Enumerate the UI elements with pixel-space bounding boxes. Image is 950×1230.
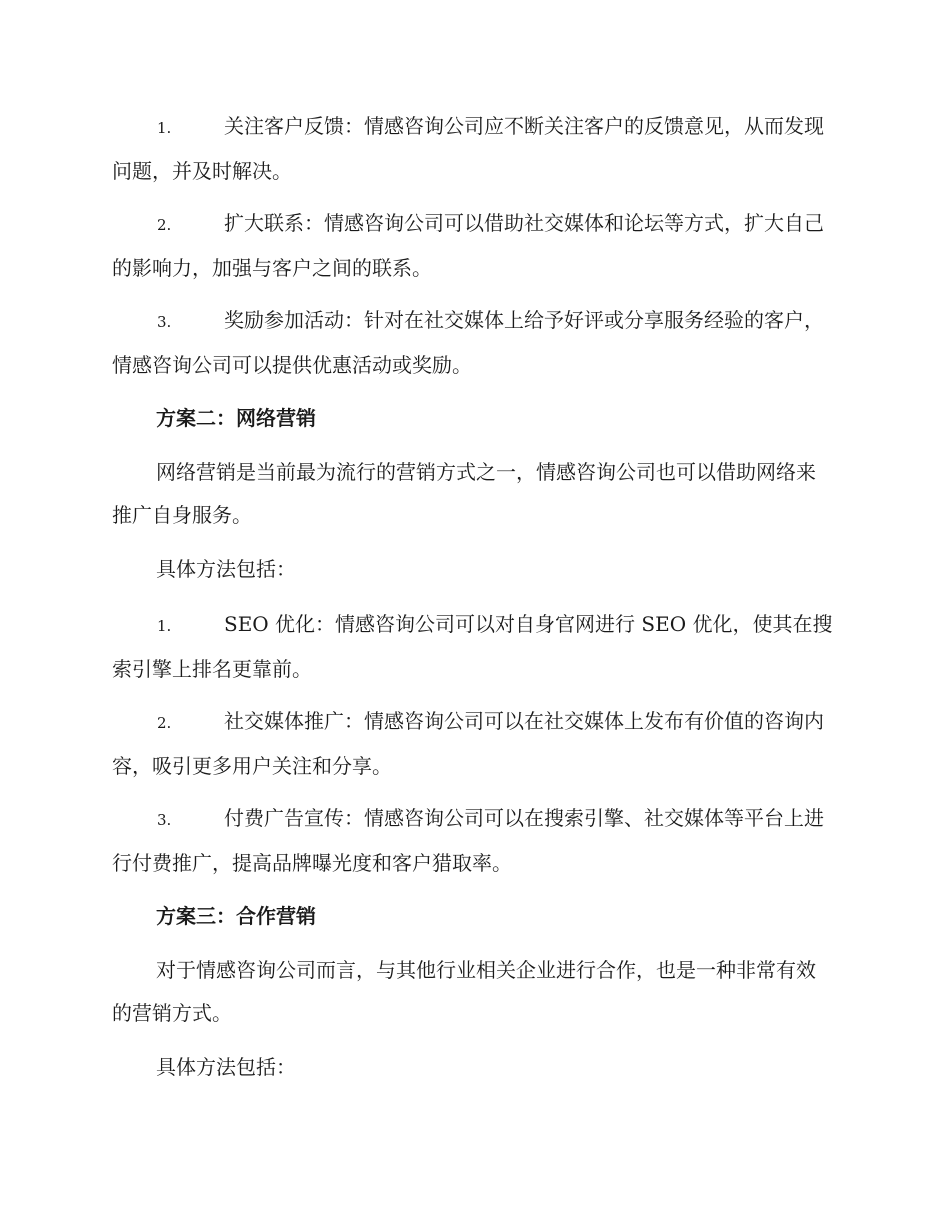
list-item-text: 扩大联系：情感咨询公司可以借助社交媒体和论坛等方式，扩大自己的影响力，加强与客户之间的联系。	[112, 211, 824, 280]
list-item-text: 付费广告宣传：情感咨询公司可以在搜索引擎、社交媒体等平台上进行付费推广，提高品牌曝光度和客户猎取率。	[112, 806, 824, 875]
list-item	[112, 700, 834, 788]
list-item-text: 关注客户反馈：情感咨询公司应不断关注客户的反馈意见，从而发现问题，并及时解决。	[112, 114, 824, 183]
section-heading: 方案二：网络营销	[156, 406, 316, 430]
section-intro: 网络营销是当前最为流行的营销方式之一，情感咨询公司也可以借助网络来推广自身服务。	[112, 460, 816, 527]
list-item	[112, 603, 834, 691]
section-intro: 对于情感咨询公司而言，与其他行业相关企业进行合作，也是一种非常有效的营销方式。	[112, 958, 816, 1025]
list-item	[112, 105, 834, 193]
list-item-number: 3.	[157, 811, 172, 829]
list-item-number: 2.	[157, 216, 172, 234]
list-item-text: 奖励参加活动：针对在社交媒体上给予好评或分享服务经验的客户，情感咨询公司可以提供优惠活动或奖励。	[112, 308, 824, 377]
list-item-number: 2.	[157, 714, 172, 732]
section-heading: 方案三：合作营销	[156, 904, 316, 928]
list-item	[112, 299, 834, 387]
list-item-number: 3.	[157, 313, 172, 331]
list-item-number: 1.	[157, 617, 172, 635]
list-item-text: SEO 优化：情感咨询公司可以对自身官网进行 SEO 优化，使其在搜索引擎上排名更靠前。	[112, 612, 833, 681]
list-item	[112, 797, 834, 885]
list-item-text: 社交媒体推广：情感咨询公司可以在社交媒体上发布有价值的咨询内容，吸引更多用户关注和分享。	[112, 709, 824, 778]
list-item	[112, 202, 834, 290]
list-item-number: 1.	[157, 119, 172, 137]
methods-label: 具体方法包括：	[156, 1055, 296, 1079]
methods-label: 具体方法包括：	[156, 557, 296, 581]
